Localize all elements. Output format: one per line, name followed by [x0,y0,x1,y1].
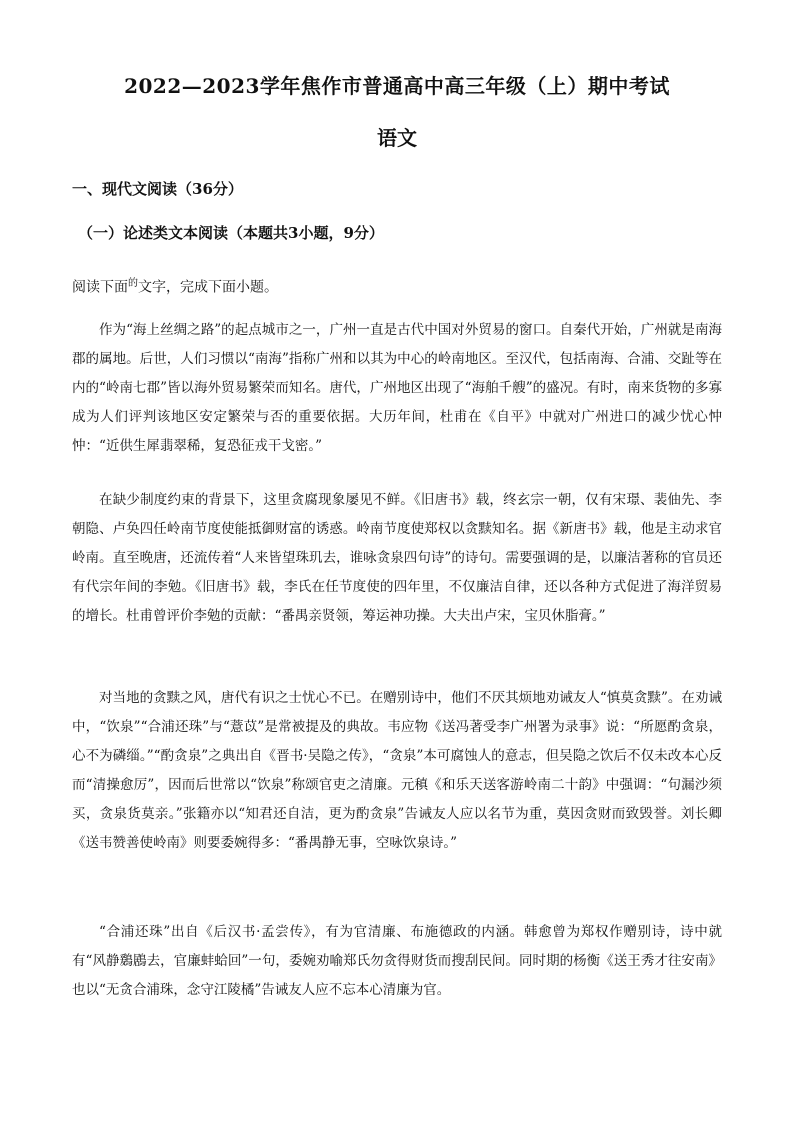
passage-paragraph-4: “合浦还珠”出自《后汉书·孟尝传》，有为官清廉、布施德政的内涵。韩愈曾为郑权作赠别诗，诗中就有“风静鶢鶋去，官廉蚌蛤回”一句，委婉劝喻郑氏勿贪得财货而搜刮民间。同时期的杨衡《送王秀才往安南》也以“无贪合浦珠，念守江陵橘”告诫友人应不忘本心清廉为官。 [72,924,722,998]
passage-paragraph-3: 对当地的贪黩之风，唐代有识之士忧心不已。在赠别诗中，他们不厌其烦地劝诫友人“慎莫贪黩”。在劝诫中，“饮泉”“合浦还珠”与“薏苡”是常被提及的典故。韦应物《送冯著受李广州署为录事》说：“所愿酌贪泉，心不为磷缁。”“酌贪泉”之典出自《晋书·吴隐之传》，“贪泉”本可腐蚀人的意志，但吴隐之饮后不仅未改本心反而“清操愈厉”，因而后世常以“饮泉”称颂官吏之清廉。元稹《和乐天送客游岭南二十韵》中强调：“句漏沙须买，贪泉货莫亲。”张籍亦以“知君还自洁，更为酌贪泉”告诫友人应以名节为重，莫因贪财而致毁誉。刘长卿《送韦赞善使岭南》则要委婉得多：“番禺静无事，空咏饮泉诗。” [72,690,722,851]
instruction-superscript: 的 [128,278,138,289]
passage-paragraph-2: 在缺少制度约束的背景下，这里贪腐现象屡见不鲜。《旧唐书》载，终玄宗一朝，仅有宋璟、裴伷先、李朝隐、卢奂四任岭南节度使能抵御财富的诱惑。岭南节度使郑权以贪黩知名。据《新唐书》载，他是主动求官岭南。直至晚唐，还流传着“人来皆望珠玑去，谁咏贪泉四句诗”的诗句。需要强调的是，以廉洁著称的官员还有代宗年间的李勉。《旧唐书》载，李氏在任节度使的四年里，不仅廉洁自律，还以各种方式促进了海洋贸易的增长。杜甫曾评价李勉的贡献：“番禺亲贤领，筹运神功操。大夫出卢宋，宝贝休脂膏。” [72,492,722,624]
exam-title: 2022—2023学年焦作市普通高中高三年级（上）期中考试 [124,74,670,98]
subsection-heading: （一）论述类文本阅读（本题共3小题，9分） [78,224,384,242]
passage-paragraph-1: 作为“海上丝绸之路”的起点城市之一，广州一直是古代中国对外贸易的窗口。自秦代开始，广州就是南海郡的属地。后世，人们习惯以“南海”指称广州和以其为中心的岭南地区。至汉代，包括南海、合浦、交趾等在内的“岭南七郡”皆以海外贸易繁荣而知名。唐代，广州地区出现了“海舶千艘”的盛况。有时，南来货物的多寡成为人们评判该地区安定繁荣与否的重要依据。大历年间，杜甫在《自平》中就对广州进口的减少忧心忡忡：“近供生犀翡翠稀，复恐征戎干戈密。” [72,322,722,454]
instruction-text-before: 阅读下面 [72,279,128,296]
reading-instruction [72,274,278,297]
subject-title: 语文 [377,126,417,150]
instruction-text-after: 文字，完成下面小题。 [138,279,278,296]
section-heading: 一、现代文阅读（36分） [72,180,243,198]
